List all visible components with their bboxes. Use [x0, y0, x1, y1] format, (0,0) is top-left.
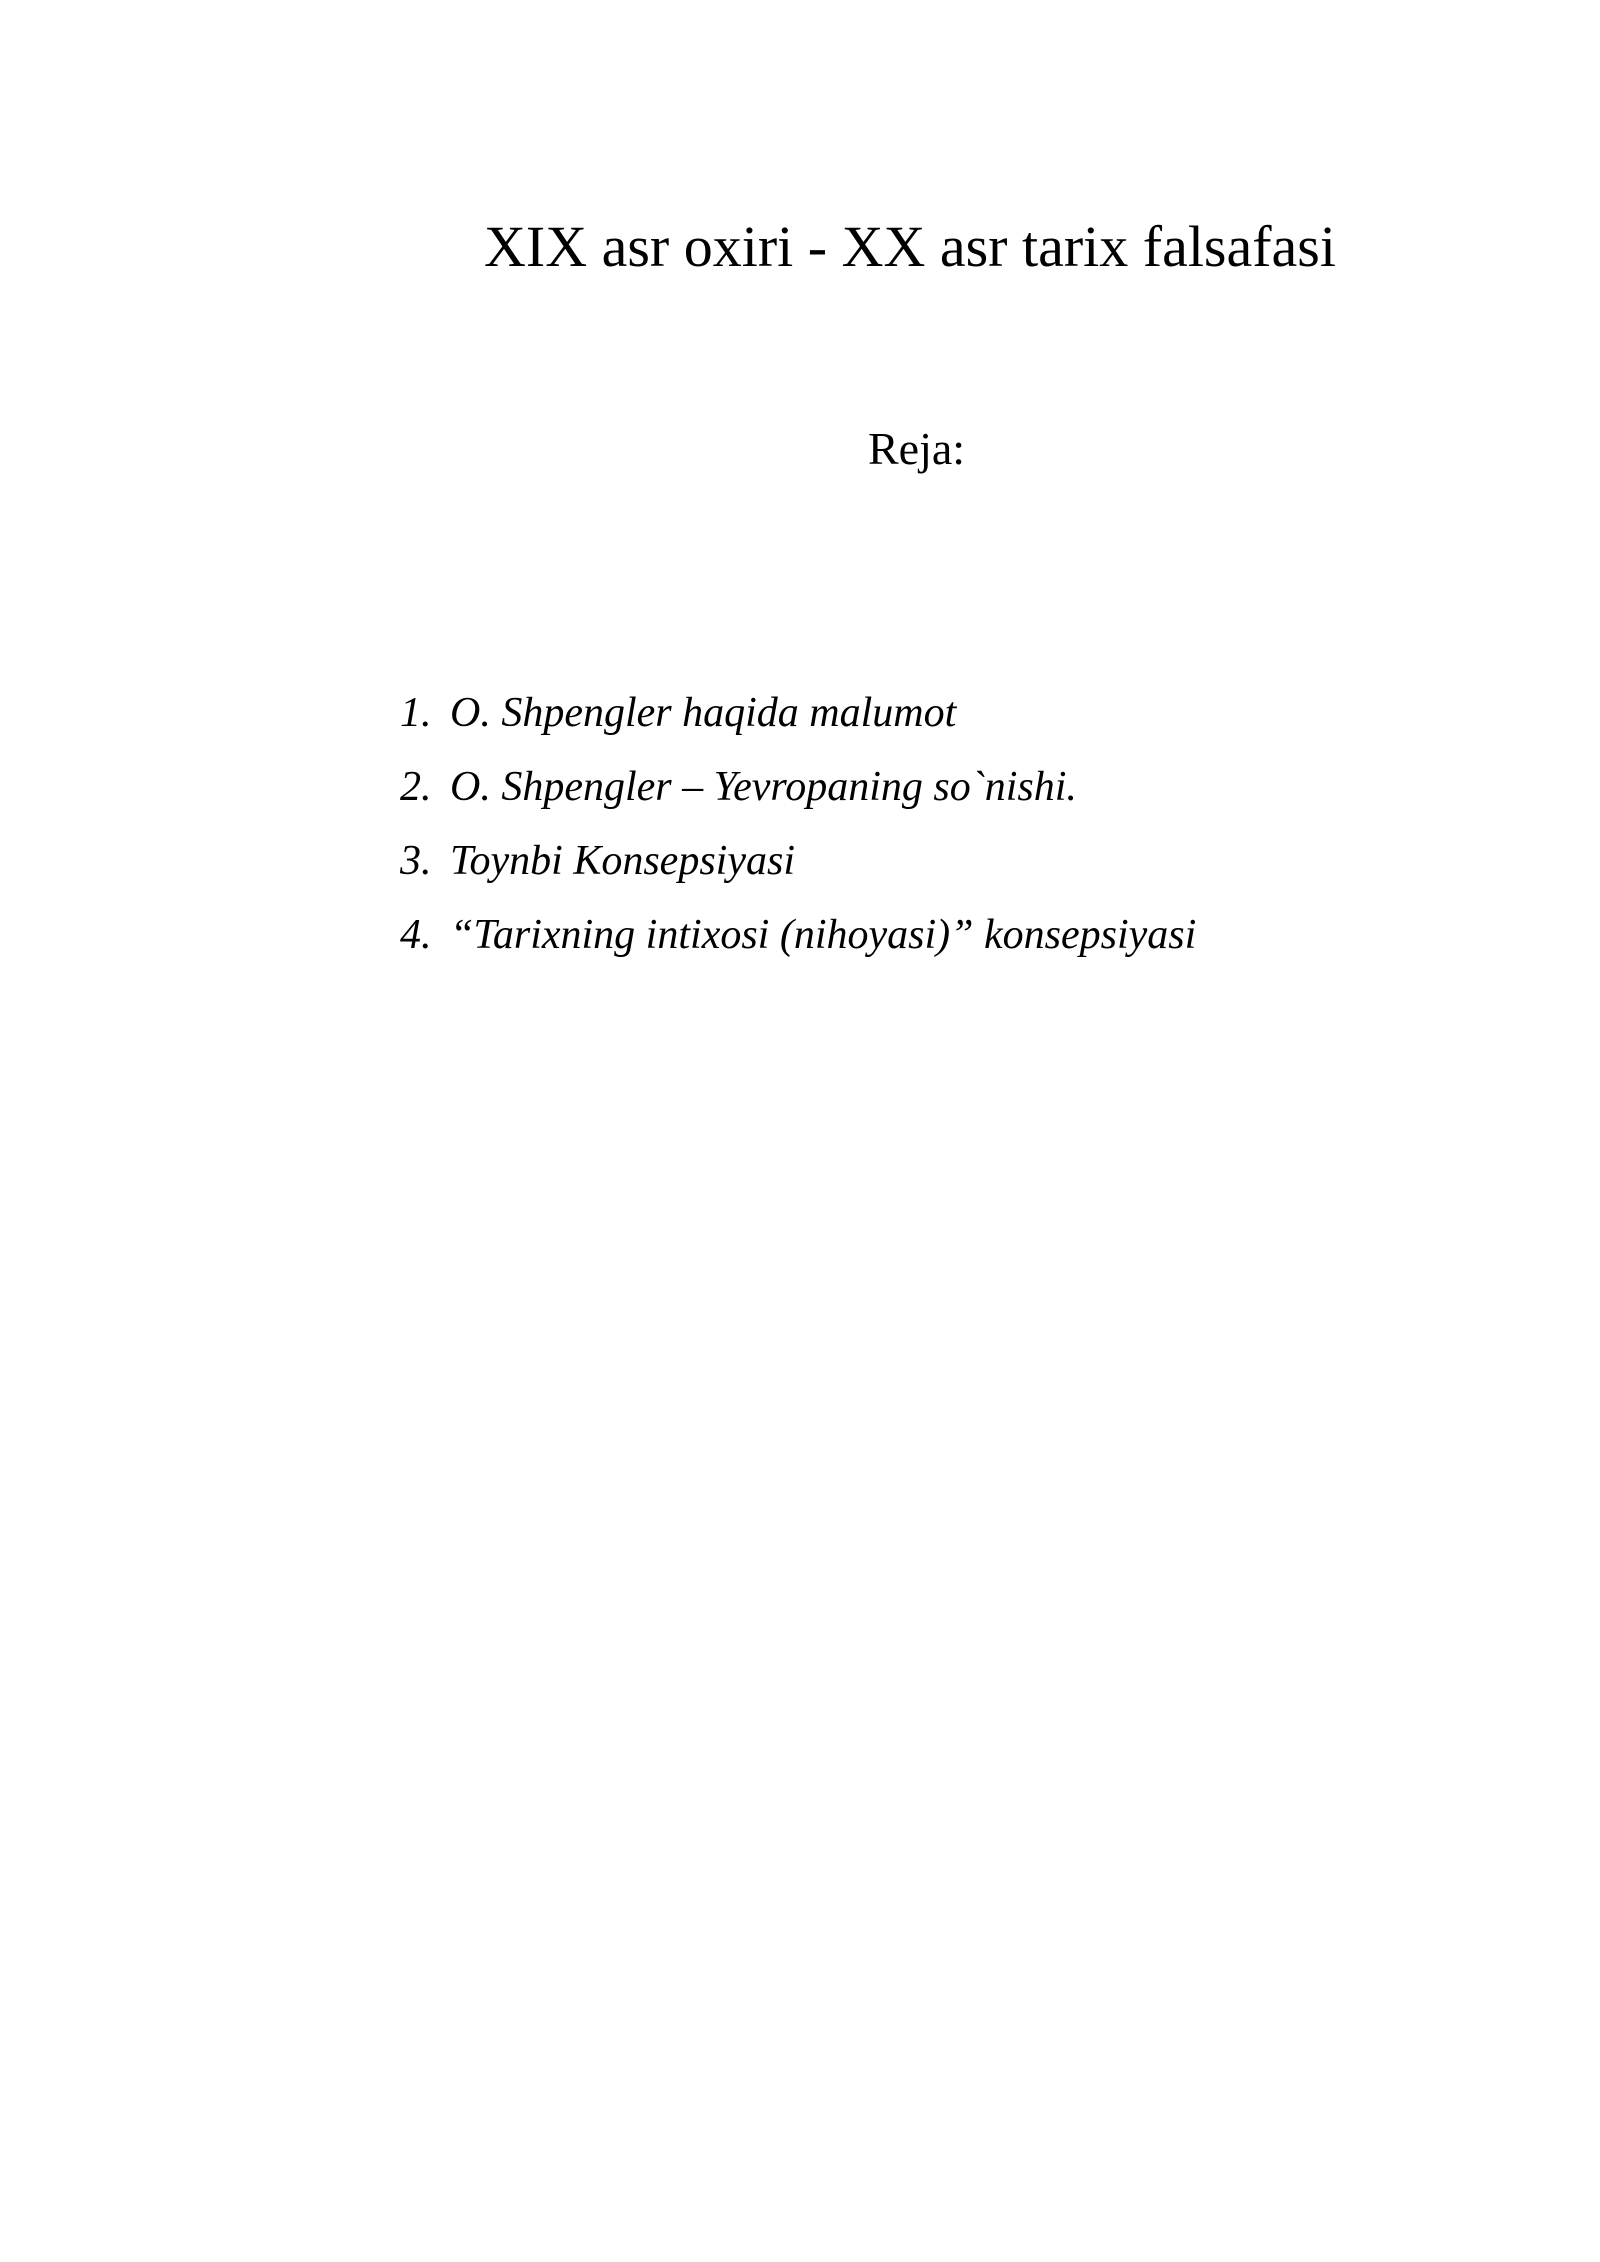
- list-item-number: 4.: [400, 912, 432, 958]
- plan-list: [400, 676, 1196, 972]
- list-item-text: O. Shpengler – Yevropaning so`nishi.: [450, 764, 1077, 810]
- list-item: [400, 824, 1196, 898]
- list-item: [400, 898, 1196, 972]
- plan-heading: Reja:: [868, 423, 966, 474]
- list-item-number: 1.: [400, 690, 432, 736]
- list-item: [400, 676, 1196, 750]
- list-item-text: O. Shpengler haqida malumot: [450, 690, 957, 736]
- list-item-text: Toynbi Konsepsiyasi: [450, 838, 795, 884]
- page-title: XIX asr oxiri - XX asr tarix falsafasi: [484, 214, 1336, 279]
- list-item-text: “Tarixning intixosi (nihoyasi)” konsepsiyasi: [450, 912, 1197, 958]
- list-item: [400, 750, 1196, 824]
- list-item-number: 2.: [400, 764, 432, 810]
- list-item-number: 3.: [400, 838, 432, 884]
